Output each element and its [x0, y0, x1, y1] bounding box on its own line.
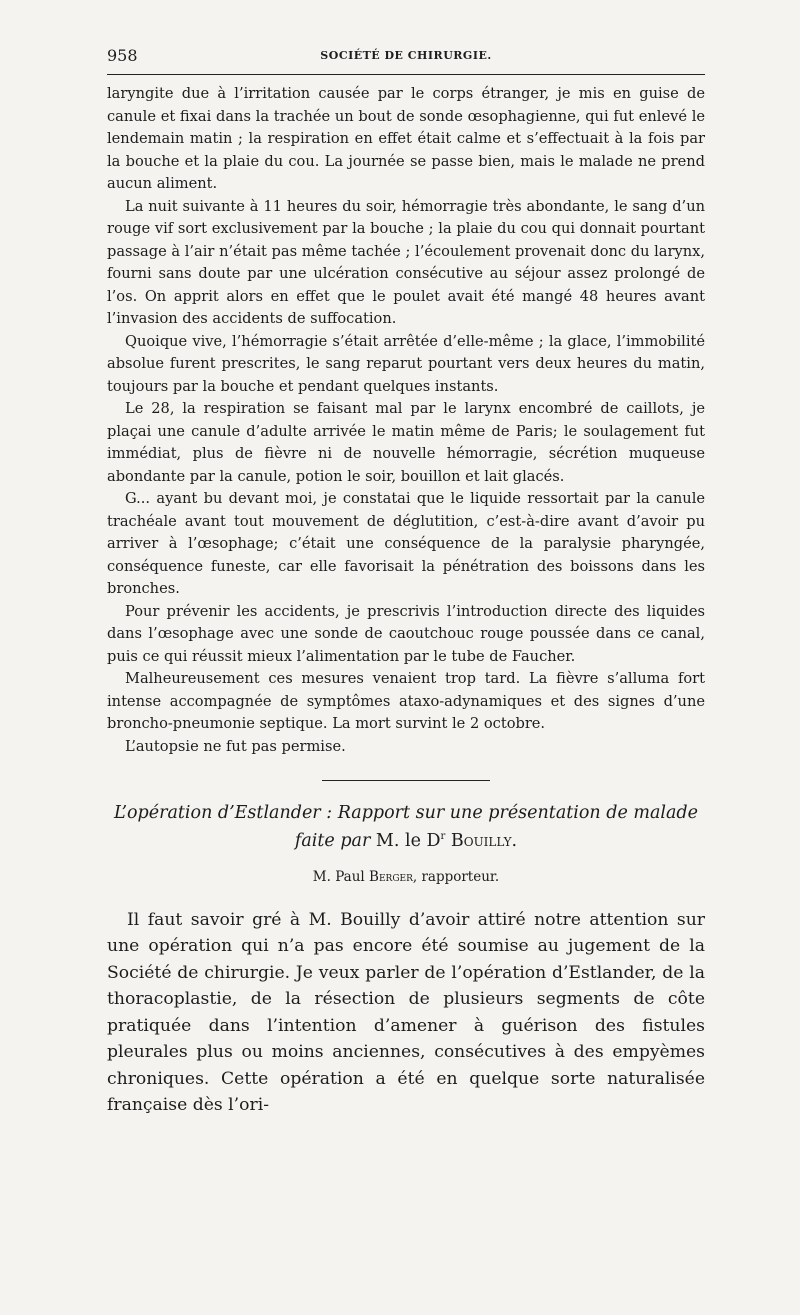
section-divider — [322, 780, 490, 781]
rapporteur-line: M. Paul Berger, rapporteur. — [312, 868, 500, 885]
paragraph-paralysis: G... ayant bu devant moi, je constatai que le liquide ressortait par la canule trachéale avant tout mouvement de déglutition, c’est-à-dire avant d’avoir pu arriver à l’œsophage; c’était une conséquence de la paralysie pharyngée, conséquence funeste, car elle favorisait la pénétration des boissons dans les bronches. — [107, 490, 705, 597]
paragraph-autopsy: L’autopsie ne fut pas permise. — [125, 737, 346, 755]
page-number: 958 — [107, 46, 138, 65]
page-header — [107, 38, 705, 75]
section-title: L’opération d’Estlander : Rapport sur une présentation de malade faite par M. le $D^r$ Bouilly. — [114, 803, 698, 851]
paragraph-death: Malheureusement ces mesures venaient trop tard. La fièvre s’alluma fort intense accompagnée de symptômes ataxo-adynamiques et des signes d’une broncho-pneumonie septique. La mort survint le 2 octobre. — [107, 670, 705, 732]
running-head: SOCIÉTÉ DE CHIRURGIE. — [320, 49, 492, 62]
paragraph-continued: laryngite due à l’irritation causée par le corps étranger, je mis en guise de canule et fixai dans la trachée un bout de sonde œsophagienne, qui fut enlevé le lendemain matin ; la respiration en effet était calme et s’effectuait à la fois par la bouche et la plaie du cou. La journée se passe bien, mais le malade ne prend aucun aliment. — [107, 85, 705, 192]
rapporteur-name: Berger — [369, 868, 413, 885]
paragraph-feeding: Pour prévenir les accidents, je prescrivis l’introduction directe des liquides dans l’œsophage avec une sonde de caoutchouc rouge poussée dans ce canal, puis ce qui réussit mieux l’alimentation par le tube de Faucher. — [107, 602, 705, 665]
title-surgeon-name: Bouilly — [450, 830, 512, 851]
book-page — [107, 38, 705, 1119]
paragraph-opening: Il faut savoir gré à M. Bouilly d’avoir attiré notre attention sur une opération qui n’a pas encore été soumise au jugement de la Société de chirurgie. Je veux parler de l’opération d’Estlander, de la thoracoplastie, de la résection de plusieurs segments de côte pratiquée dans l’intention d’amener à guérison des fistules pleurales plus ou moins anciennes, consécutives à des empyèmes chroniques. Cette opération a été en quelque sorte naturalisée française dès l’ori- — [107, 909, 705, 1116]
paragraph-hemorrhage: La nuit suivante à 11 heures du soir, hémorragie très abondante, le sang d’un rouge vif sort exclusivement par la bouche ; la plaie du cou qui donnait pourtant passage à l’air n’était pas même tachée ; l’écoulement provenait donc du larynx, fourni sans doute par une ulcération consécutive au séjour assez prolongé de l’os. On apprit alors en effet que le poulet avait été mangé 48 heures avant l’invasion des accidents de suffocation. — [107, 197, 705, 327]
case-report-text — [107, 83, 705, 758]
title-doctor: M. le $D^r$ — [375, 830, 446, 851]
paragraph-treatment: Quoique vive, l’hémorragie s’était arrêtée d’elle-même ; la glace, l’immobilité absolue furent prescrites, le sang reparut pourtant vers deux heures du matin, toujours par la bouche et pendant quelques instants. — [107, 332, 705, 395]
paragraph-canula: Le 28, la respiration se faisant mal par le larynx encombré de caillots, je plaçai une canule d’adulte arrivée le matin même de Paris; le soulagement fut immédiat, plus de fièvre ni de nouvelle hémorragie, sécrétion muqueuse abondante par la canule, potion le soir, bouillon et lait glacés. — [107, 400, 705, 485]
report-text — [107, 907, 705, 1119]
title-text: L’opération d’Estlander : Rapport sur une présentation de malade faite par — [114, 803, 698, 851]
